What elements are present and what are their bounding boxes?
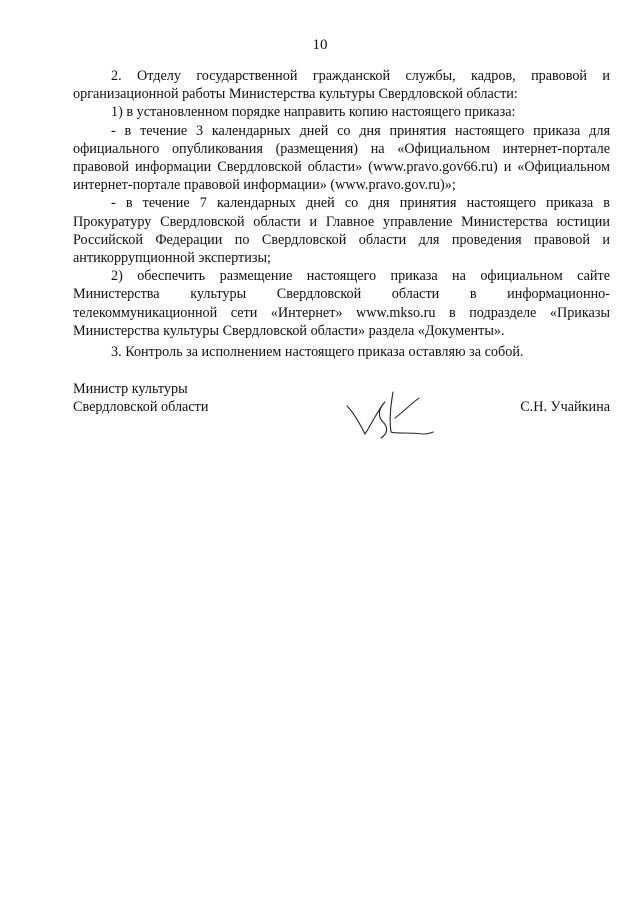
signature-block <box>73 380 610 450</box>
signer-name: С.Н. Учайкина <box>520 399 610 415</box>
signer-position-line1: Министр культуры <box>73 381 188 397</box>
handwritten-signature <box>343 388 438 442</box>
paragraph-send-copy: 1) в установленном порядке направить копию настоящего приказа: <box>111 104 516 121</box>
paragraph-publication-deadline: - в течение 3 календарных дней со дня принятия настоящего приказа для официального опубликования (размещения) на «Официальном интернет-портале правовой информации Свердловской области» (www.pravo.gov66.ru) и «Официальном интернет-портале правовой информации» (www.pravo.gov.ru)»; <box>73 122 610 194</box>
signer-position-line2: Свердловской области <box>73 399 209 416</box>
paragraph-control: 3. Контроль за исполнением настоящего приказа оставляю за собой. <box>111 344 524 361</box>
paragraph-department-instruction: 2. Отделу государственной гражданской службы, кадров, правовой и организационной работы Министерства культуры Свердловской области: <box>73 68 610 103</box>
paragraph-prosecutor-deadline: - в течение 7 календарных дней со дня принятия настоящего приказа в Прокуратуру Свердловской области и Главное управление Министерства юстиции Российской Федерации по Свердловской области для проведения правовой и антикоррупционной экспертизы; <box>73 195 610 267</box>
paragraph-website-posting: 2) обеспечить размещение настоящего приказа на официальном сайте Министерства культуры Свердловской области в информационно-телекоммуникационной сети «Интернет» www.mkso.ru в подразделе «Приказы Министерства культуры Свердловской области» раздела «Документы». <box>73 268 610 339</box>
document-body <box>73 67 610 361</box>
page-number: 10 <box>312 37 328 53</box>
signer-position <box>73 380 208 416</box>
